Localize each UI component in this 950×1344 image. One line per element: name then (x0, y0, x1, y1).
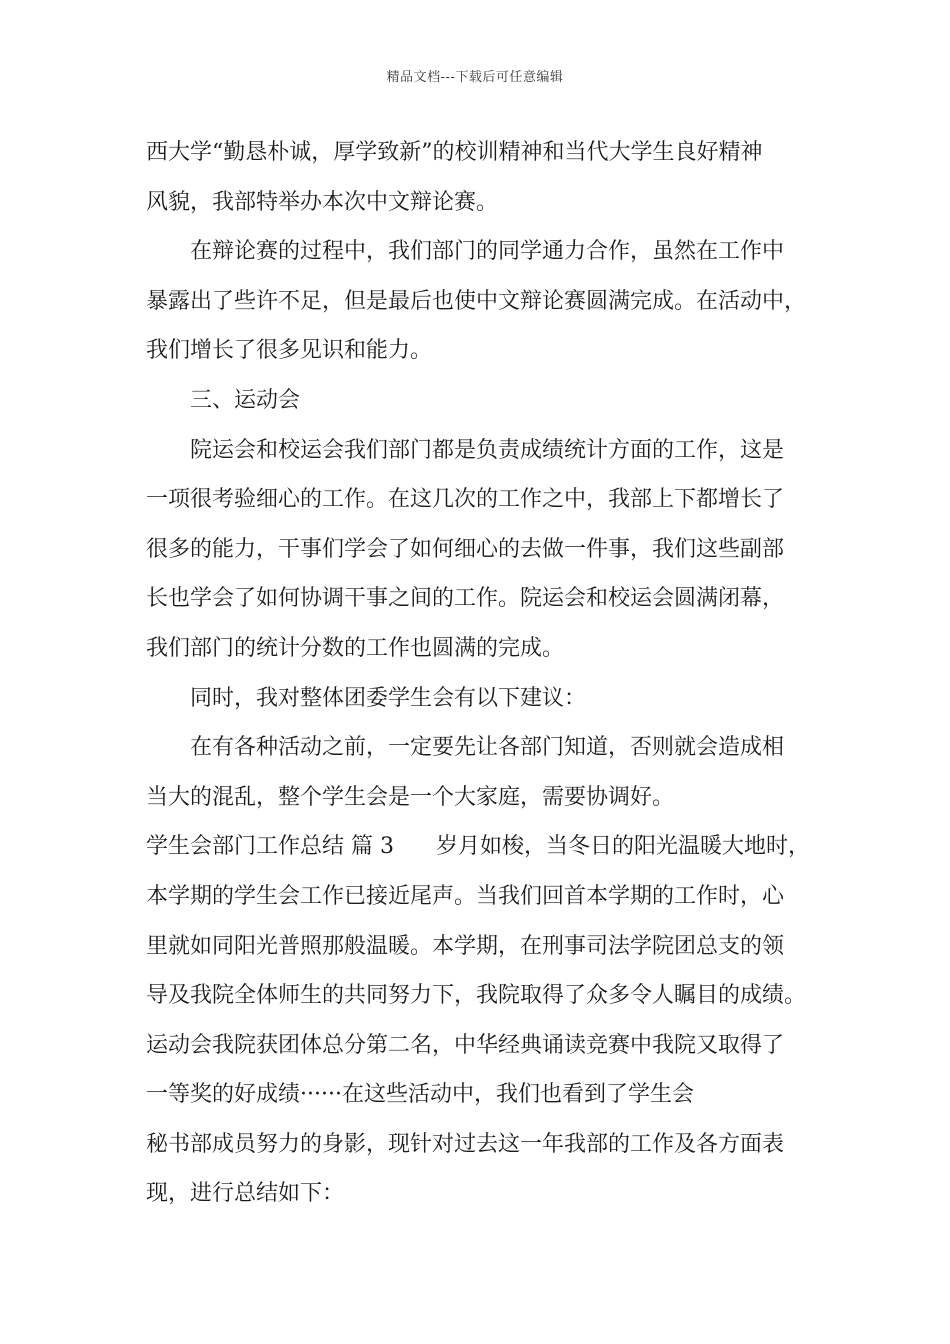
section-3-title: 学生会部门工作总结 篇 3 (146, 834, 394, 860)
paragraph-start: 院运会和校运会我们部门都是负责成绩统计方面的工作，这是 (190, 437, 785, 463)
paragraph-start: 在有各种活动之前，一定要先让各部门知道，否则就会造成相 (190, 735, 785, 761)
text-line: 长也学会了如何协调干事之间的工作。院运会和校运会圆满闭幕， (146, 586, 785, 612)
text-line: 本学期的学生会工作已接近尾声。当我们回首本学期的工作时，心 (146, 883, 785, 909)
text-line: 很多的能力，干事们学会了如何细心的去做一件事，我们这些副部 (146, 536, 785, 562)
section-3-line (146, 822, 826, 872)
text-line: 导及我院全体师生的共同努力下，我院取得了众多令人瞩目的成绩。 (146, 983, 807, 1009)
paragraph-start: 在辩论赛的过程中，我们部门的同学通力合作，虽然在工作中 (190, 239, 785, 265)
page-header: 精品文档---下载后可任意编辑 (386, 70, 564, 85)
text-line: 我们增长了很多见识和能力。 (146, 338, 433, 364)
text-line: 里就如同阳光普照那般温暖。本学期，在刑事司法学院团总支的领 (146, 933, 785, 959)
document-body (146, 128, 826, 1219)
text-line: 一项很考验细心的工作。在这几次的工作之中，我部上下都增长了 (146, 487, 785, 513)
text-line: 我们部门的统计分数的工作也圆满的完成。 (146, 635, 565, 661)
text-line: 风貌，我部特举办本次中文辩论赛。 (146, 189, 499, 215)
paragraph-start: 同时，我对整体团委学生会有以下建议： (190, 685, 587, 711)
text-line: 运动会我院获团体总分第二名，中华经典诵读竞赛中我院又取得了 (146, 1032, 785, 1058)
section-heading-sports: 三、运动会 (190, 387, 301, 413)
text-line: 暴露出了些许不足，但是最后也使中文辩论赛圆满完成。在活动中， (146, 288, 807, 314)
text-line: 当大的混乱，整个学生会是一个大家庭，需要协调好。 (146, 784, 675, 810)
text-line: 西大学“勤恳朴诚，厚学致新”的校训精神和当代大学生良好精神 (146, 140, 763, 165)
section-3-first-line: 岁月如梭，当冬日的阳光温暖大地时， (435, 834, 810, 860)
text-line: 现，进行总结如下： (146, 1181, 345, 1207)
text-line: 一等奖的好成绩······在这些活动中，我们也看到了学生会 (146, 1082, 694, 1108)
text-line: 秘书部成员努力的身影，现针对过去这一年我部的工作及各方面表 (146, 1131, 785, 1157)
